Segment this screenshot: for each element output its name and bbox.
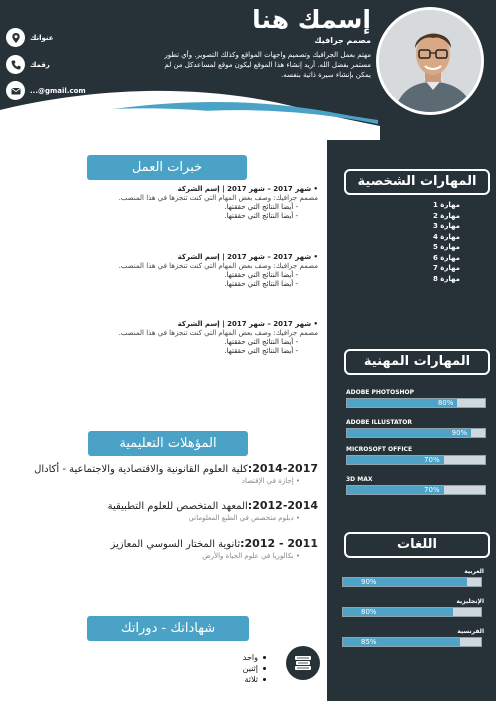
contact-email-text: ...@gmail.com bbox=[30, 86, 86, 95]
education-years: 2014-2017: bbox=[247, 462, 318, 475]
experience-note: - أيضا النتائج التي حققتها. bbox=[224, 212, 298, 220]
progress-fill: 70% bbox=[347, 486, 444, 494]
progress-fill: 90% bbox=[347, 429, 471, 437]
list-item: ثلاثة bbox=[236, 674, 266, 685]
progress-bar bbox=[346, 398, 486, 408]
experience-description: مصمم جرافيك: وصف بعض المهام التي كنت تنجزها في هذا المنصب. bbox=[118, 262, 318, 270]
list-item: مهارة 6 bbox=[432, 253, 460, 262]
header-banner bbox=[0, 0, 496, 140]
about-summary: مهتم بعمل الجرافيك وتصميم واجهات المواقع وكذلك التصوير. وأي تطور مستمر بفضل الله. أريد إنشاء هذا الموقع ليكون موقع لمساعدكل من لم يمكن بإنشاء سيرة ذاتية بنفسه. bbox=[164, 51, 371, 79]
list-item: واحد bbox=[236, 652, 266, 663]
list-item: مهارة 2 bbox=[432, 211, 460, 220]
progress-bar bbox=[342, 577, 482, 587]
experience-entry bbox=[90, 253, 318, 289]
list-item: مهارة 5 bbox=[432, 243, 460, 252]
section-heading-education: المؤهلات التعليمية bbox=[88, 431, 248, 456]
progress-bar bbox=[346, 455, 486, 465]
skill-bar-row bbox=[346, 444, 488, 465]
experience-note: - أيضا النتائج التي حققتها. bbox=[224, 347, 298, 355]
progress-fill: 70% bbox=[347, 456, 444, 464]
education-entry bbox=[56, 499, 318, 522]
progress-fill: 90% bbox=[343, 578, 467, 586]
education-institution: كلية العلوم القانونية والاقتصادية والاجتماعية - أكادال bbox=[34, 464, 248, 475]
section-heading-languages: اللغات bbox=[344, 532, 490, 558]
contact-phone bbox=[6, 55, 50, 74]
section-heading-personal-skills: المهارات الشخصية bbox=[344, 169, 490, 195]
list-item: مهارة 4 bbox=[432, 232, 460, 241]
personal-skills-list bbox=[434, 200, 466, 284]
experience-description: مصمم جرافيك: وصف بعض المهام التي كنت تنجزها في هذا المنصب. bbox=[118, 194, 318, 202]
skill-name: 3D MAX bbox=[346, 476, 373, 483]
location-pin-icon bbox=[6, 28, 25, 47]
list-item: مهارة 7 bbox=[432, 264, 460, 273]
progress-bar bbox=[346, 485, 486, 495]
skill-bar-row bbox=[346, 387, 488, 408]
experience-note: - أيضا النتائج التي حققتها. bbox=[224, 271, 298, 279]
experience-description: مصمم جرافيك: وصف بعض المهام التي كنت تنجزها في هذا المنصب. bbox=[118, 329, 318, 337]
progress-bar bbox=[342, 637, 482, 647]
progress-bar bbox=[342, 607, 482, 617]
education-degree: • دبلوم متخصص في الطبع المعلوماتي bbox=[188, 514, 300, 522]
skill-name: ADOBE ILLUSTATOR bbox=[346, 419, 412, 426]
job-title: مصمم جرافيك bbox=[314, 36, 371, 45]
experience-note: - أيضا النتائج التي حققتها. bbox=[224, 280, 298, 288]
progress-fill: 85% bbox=[343, 638, 460, 646]
language-bar-row bbox=[342, 566, 484, 587]
progress-fill: 80% bbox=[343, 608, 453, 616]
experience-entry bbox=[90, 185, 318, 221]
language-bar-row bbox=[342, 596, 484, 617]
contact-phone-text: رقمك bbox=[30, 60, 50, 69]
section-heading-experience: خبرات العمل bbox=[87, 155, 247, 180]
envelope-icon bbox=[6, 81, 25, 100]
education-degree: • بكالوريا في علوم الحياة والأرض bbox=[202, 552, 300, 560]
education-institution: المعهد المتخصص للعلوم التطبيقية bbox=[107, 501, 248, 512]
language-name: الإنجليزية bbox=[456, 598, 484, 605]
education-entry bbox=[34, 462, 318, 485]
language-name: الفرنسية bbox=[457, 628, 484, 635]
skill-bar-row bbox=[346, 417, 488, 438]
progress-fill: 80% bbox=[347, 399, 457, 407]
contact-address-text: عنوانك bbox=[30, 33, 54, 42]
experience-heading: • شهر 2017 – شهر 2017 | إسم الشركة bbox=[177, 253, 318, 261]
profile-photo bbox=[376, 7, 484, 115]
skill-name: ADOBE PHOTOSHOP bbox=[346, 389, 415, 396]
experience-heading: • شهر 2017 – شهر 2017 | إسم الشركة bbox=[177, 185, 318, 193]
experience-note: - أيضا النتائج التي حققتها. bbox=[224, 203, 298, 211]
section-heading-certificates: شهاداتك - دوراتك bbox=[87, 616, 249, 641]
list-item: إثنين bbox=[236, 663, 266, 674]
books-icon bbox=[286, 646, 320, 680]
language-bar-row bbox=[342, 626, 484, 647]
contact-email bbox=[6, 81, 86, 100]
list-item: مهارة 3 bbox=[432, 222, 460, 231]
progress-bar bbox=[346, 428, 486, 438]
list-item: مهارة 8 bbox=[432, 274, 460, 283]
experience-entry bbox=[90, 320, 318, 356]
list-item: مهارة 1 bbox=[432, 201, 460, 210]
education-degree: • إجازة في الإقتصاد bbox=[241, 477, 300, 485]
education-years: 2011 - 2012: bbox=[240, 537, 318, 550]
certificates-list bbox=[236, 652, 266, 685]
language-name: العربية bbox=[464, 568, 484, 575]
education-years: 2012-2014: bbox=[247, 499, 318, 512]
phone-icon bbox=[6, 55, 25, 74]
experience-heading: • شهر 2017 – شهر 2017 | إسم الشركة bbox=[177, 320, 318, 328]
skill-name: MICROSOFT OFFICE bbox=[346, 446, 413, 453]
section-heading-professional-skills: المهارات المهنية bbox=[344, 349, 490, 375]
contact-address bbox=[6, 28, 54, 47]
experience-note: - أيضا النتائج التي حققتها. bbox=[224, 338, 298, 346]
candidate-name: إسمك هنا bbox=[252, 5, 371, 34]
education-entry bbox=[56, 537, 318, 560]
education-institution: ثانوية المختار السوسي المعازيز bbox=[110, 539, 241, 550]
skill-bar-row bbox=[346, 474, 488, 495]
